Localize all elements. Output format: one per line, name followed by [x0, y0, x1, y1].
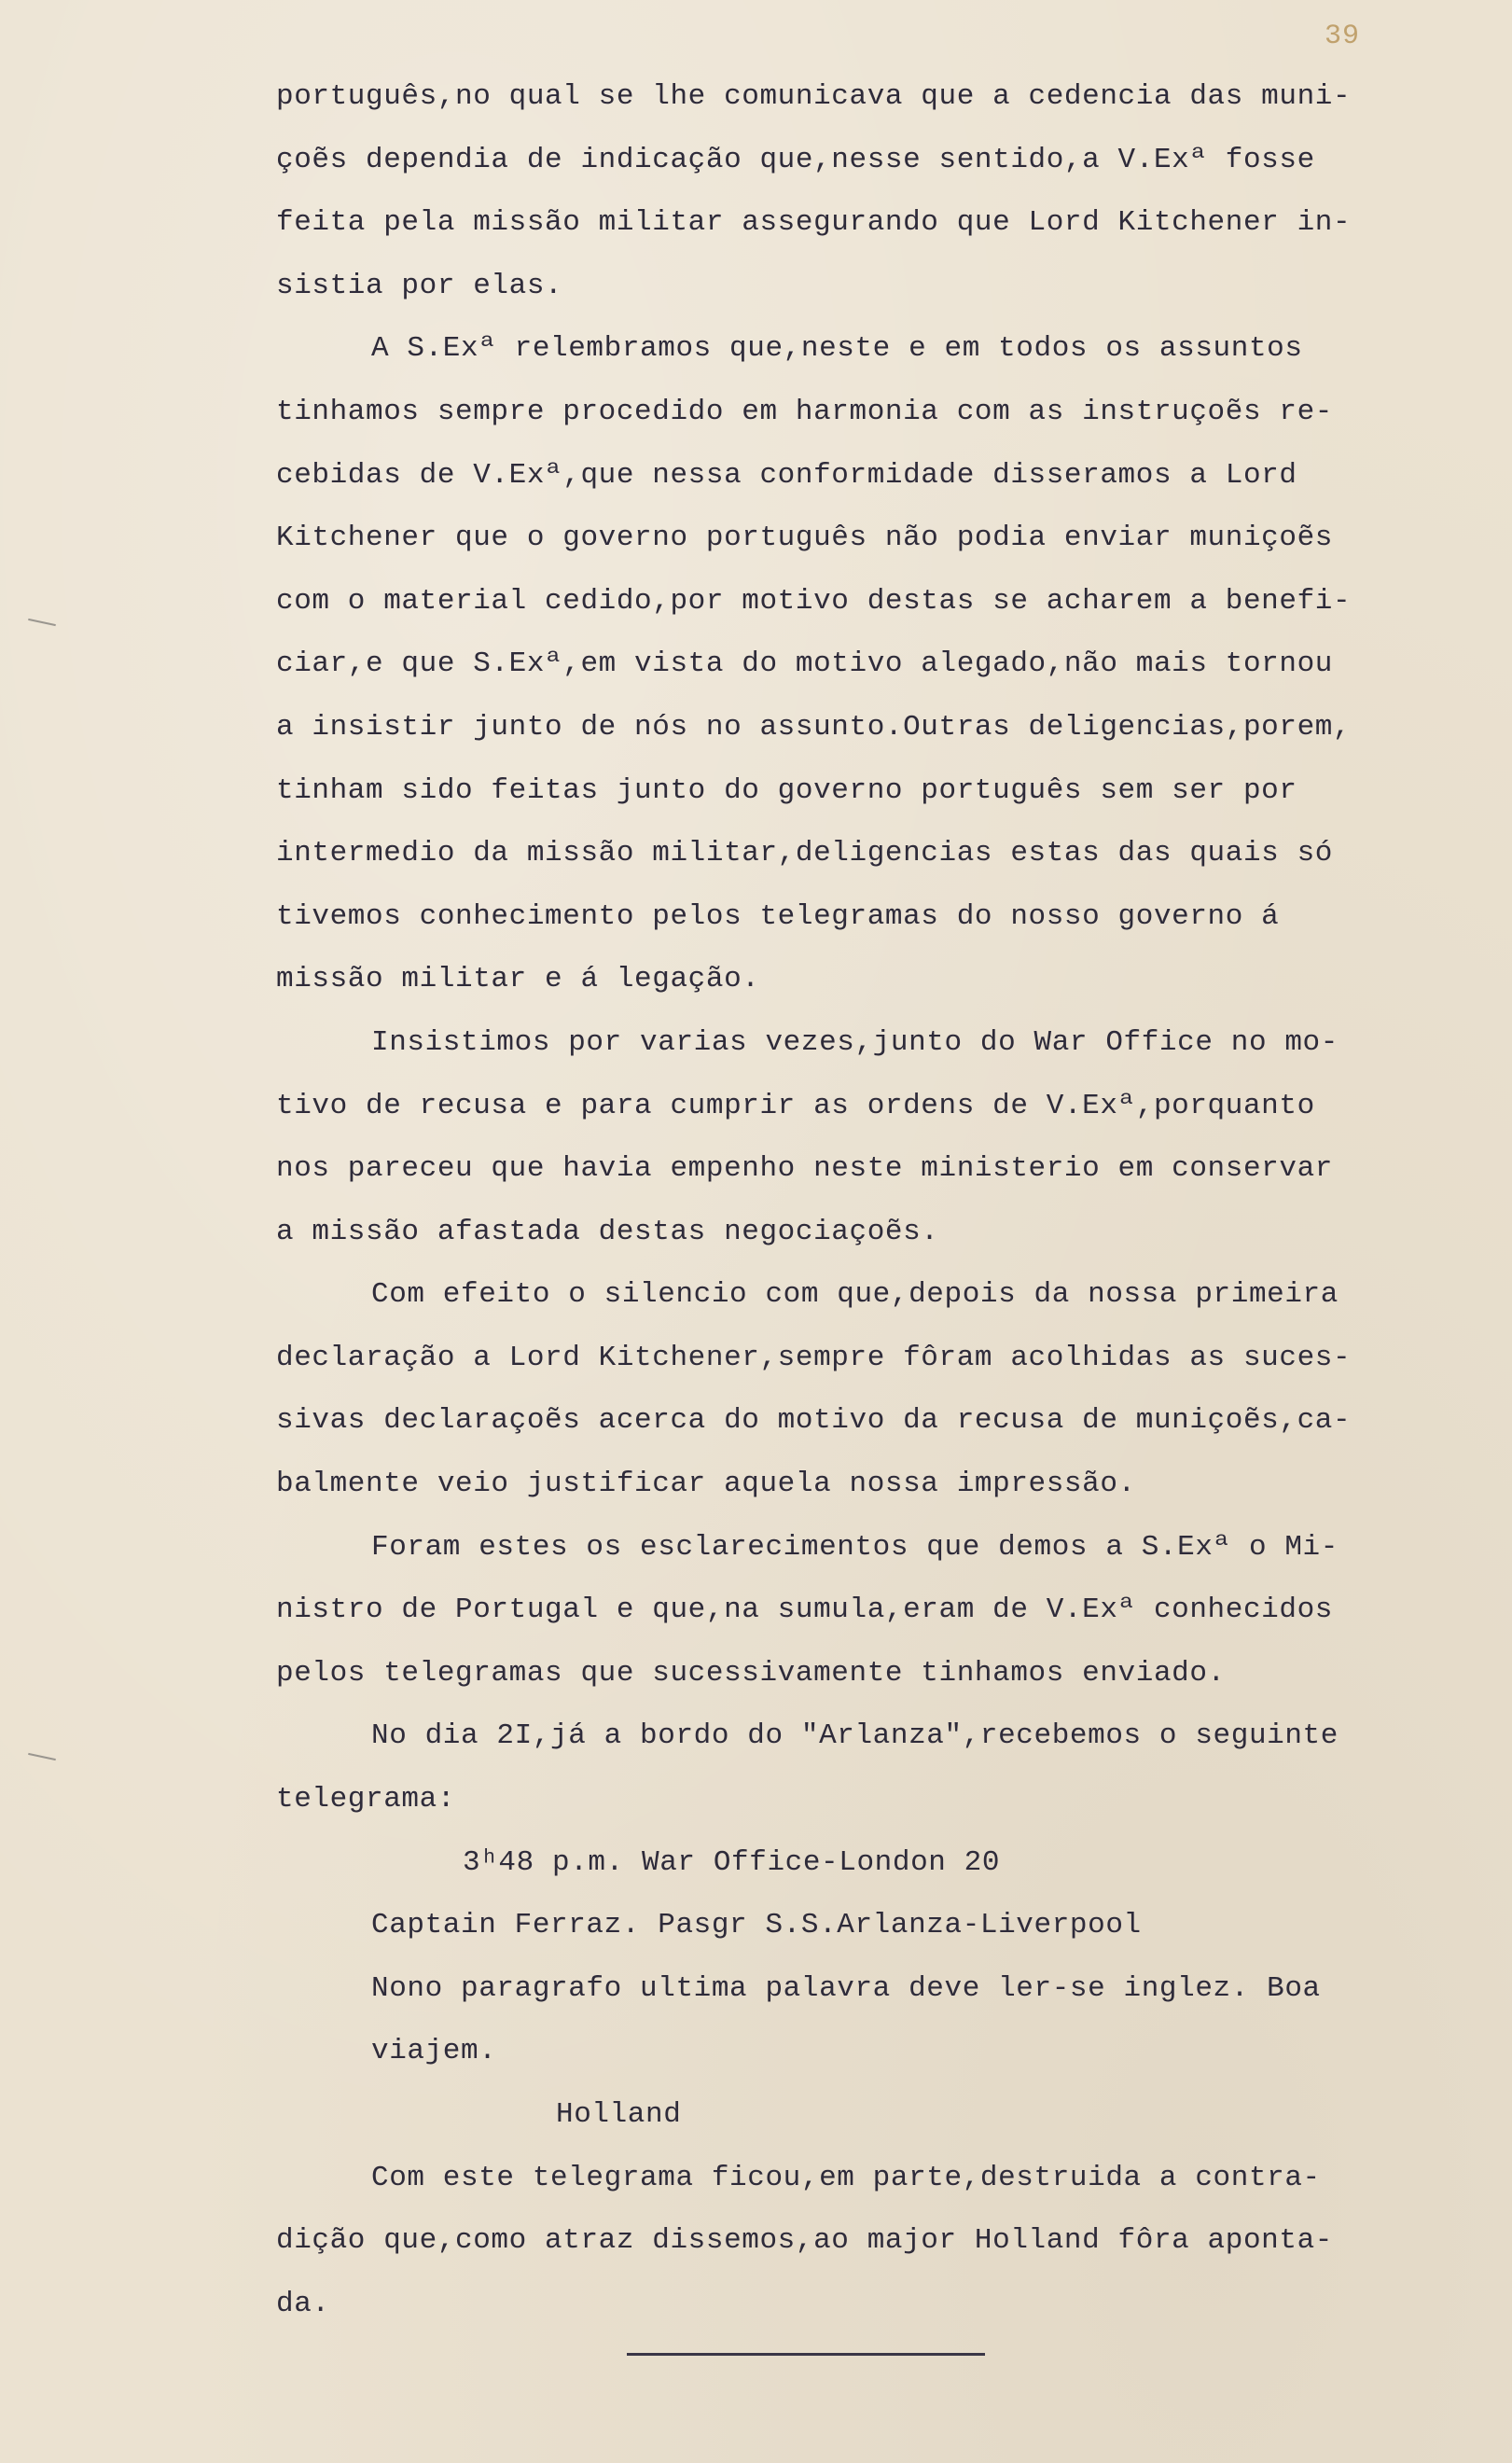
telegram-line: Captain Ferraz. Pasgr S.S.Arlanza-Liverpool [371, 1909, 1142, 1942]
text-line: dição que,como atraz dissemos,ao major Holland fôra aponta- [276, 2224, 1333, 2258]
margin-mark [28, 1753, 56, 1760]
text-line: feita pela missão militar assegurando que Lord Kitchener in- [276, 206, 1352, 240]
text-line: missão militar e á legação. [276, 963, 760, 996]
text-line: tivo de recusa e para cumprir as ordens de V.Exª,porquanto [276, 1089, 1315, 1122]
text-line: balmente veio justificar aquela nossa impressão. [276, 1468, 1136, 1501]
end-rule-divider [627, 2353, 985, 2356]
text-line: da. [276, 2287, 330, 2320]
text-line: Com este telegrama ficou,em parte,destruida a contra- [371, 2161, 1321, 2194]
text-line: a missão afastada destas negociaçoẽs. [276, 1215, 939, 1248]
page-number: 39 [1325, 21, 1361, 52]
margin-mark [28, 619, 56, 626]
text-line: Kitchener que o governo português não podia enviar muniçoẽs [276, 522, 1333, 555]
text-line: sivas declaraçoẽs acerca do motivo da recusa de muniçoẽs,ca- [276, 1404, 1352, 1438]
text-line: telegrama: [276, 1783, 456, 1816]
telegram-signature: Holland [556, 2098, 682, 2131]
text-line: a insistir junto de nós no assunto.Outras deligencias,porem, [276, 710, 1352, 744]
text-line: cebidas de V.Exª,que nessa conformidade disseramos a Lord [276, 458, 1297, 492]
text-line: português,no qual se lhe comunicava que a cedencia das muni- [276, 80, 1352, 113]
text-line: com o material cedido,por motivo destas se acharem a benefi- [276, 584, 1352, 618]
text-line: A S.Exª relembramos que,neste e em todos os assuntos [371, 332, 1303, 366]
text-line: tinhamos sempre procedido em harmonia com as instruçoẽs re- [276, 395, 1333, 428]
telegram-line: Nono paragrafo ultima palavra deve ler-se inglez. Boa [371, 1971, 1321, 2005]
text-line: tinham sido feitas junto do governo português sem ser por [276, 773, 1297, 807]
text-line: nos pareceu que havia empenho neste ministerio em conservar [276, 1152, 1333, 1186]
text-line: nistro de Portugal e que,na sumula,eram de V.Exª conhecidos [276, 1593, 1333, 1627]
telegram-line: viajem. [371, 2035, 497, 2068]
text-line: No dia 2I,já a bordo do "Arlanza",recebemos o seguinte [371, 1719, 1339, 1753]
text-line: sistia por elas. [276, 269, 563, 302]
telegram-header: 3ʰ48 p.m. War Office-London 20 [463, 1845, 1001, 1879]
text-line: çoẽs dependia de indicação que,nesse sentido,a V.Exª fosse [276, 143, 1315, 176]
text-line: Com efeito o silencio com que,depois da nossa primeira [371, 1278, 1339, 1312]
text-line: tivemos conhecimento pelos telegramas do nosso governo á [276, 899, 1280, 933]
text-line: Insistimos por varias vezes,junto do War Office no mo- [371, 1025, 1339, 1059]
typewritten-text [276, 65, 1423, 2335]
text-line: declaração a Lord Kitchener,sempre fôram acolhidas as suces- [276, 1341, 1352, 1374]
text-line: pelos telegramas que sucessivamente tinhamos enviado. [276, 1656, 1226, 1690]
text-line: intermedio da missão militar,deligencias estas das quais só [276, 837, 1333, 870]
text-line: Foram estes os esclarecimentos que demos a S.Exª o Mi- [371, 1530, 1339, 1564]
text-line: ciar,e que S.Exª,em vista do motivo alegado,não mais tornou [276, 647, 1333, 681]
